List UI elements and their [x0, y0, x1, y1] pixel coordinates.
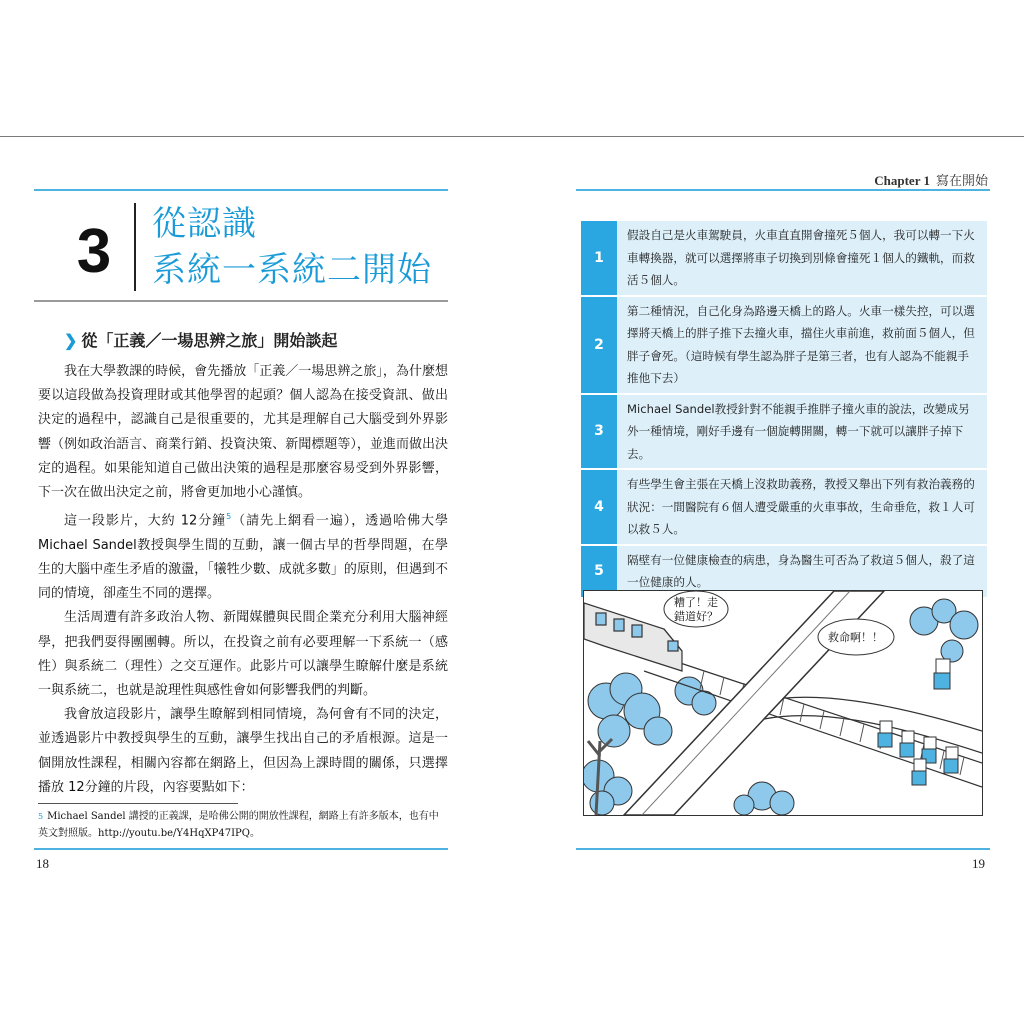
chapter-title-line2: 系統一系統二開始 — [152, 250, 432, 290]
case-row — [581, 470, 987, 544]
trolley-illustration — [583, 590, 983, 816]
paragraph-part: 這一段影片，大約 12分鐘 — [64, 513, 227, 529]
case-number: 5 — [581, 546, 617, 597]
paragraph: 生活周遭有許多政治人物、新聞媒體與民間企業充分利用大腦神經學，把我們耍得團團轉。所以，在投資之前有必要理解一下系統一（感性）與系統二（理性）之交互運作。此影片可以讓學生瞭解什麼是系統一與系統二，也就是說理性與感性會如何影響我們的判斷。 — [38, 610, 448, 698]
bubble-text-line1: 糟了！走 — [674, 596, 718, 609]
right-bottom-rule — [576, 848, 990, 850]
case-number: 3 — [581, 395, 617, 469]
case-text: 有些學生會主張在天橋上沒救助義務，教授又舉出下列有救治義務的狀況：一間醫院有６個人遭受嚴重的火車事故，生命垂危，救１人可以救５人。 — [627, 477, 975, 536]
case-row — [581, 297, 987, 393]
case-row — [581, 221, 987, 295]
case-number: 1 — [581, 221, 617, 295]
footnote-rule — [38, 803, 238, 804]
case-text: 假設自己是火車駕駛員，火車直直開會撞死５個人，我可以轉一下火車轉換器，就可以選擇將車子切換到別條會撞死１個人的鐵軌，而救活５個人。 — [627, 228, 975, 287]
case-row — [581, 395, 987, 469]
body-text — [38, 360, 448, 800]
chapter-title-line1: 從認識 — [152, 204, 257, 244]
title-bottom-rule — [34, 300, 448, 302]
footnote-mark: 5 — [38, 812, 44, 821]
running-head-chapter: Chapter 1 — [874, 173, 930, 188]
page-number-left: 18 — [36, 856, 49, 871]
footnote — [38, 808, 448, 842]
paragraph: 我會放這段影片，讓學生瞭解到相同情境，為何會有不同的決定，並透過影片中教授與學生的互動，讓學生找出自己的矛盾根源。這是一個開放性課程，相關內容都在網路上，但因為上課時間的關係，只選擇播放 12分鐘的片段，內容要點如下： — [38, 707, 448, 795]
left-bottom-rule — [34, 848, 448, 850]
section-heading — [64, 328, 337, 351]
illustration-drawing — [584, 591, 982, 815]
paragraph-part: （請先上網看一遍），透過哈佛大學 Michael Sandel教授與學生間的互動，讓一個古早的哲學問題，在學生的大腦中產生矛盾的激盪，「犧牲少數、成就多數」的原則，但遇到不同的情境，卻產生不同的選擇。 — [38, 513, 448, 602]
running-head — [874, 170, 988, 189]
title-divider — [134, 203, 136, 291]
section-heading-text: 從「正義／一場思辨之旅」開始談起 — [81, 331, 338, 350]
case-text: 隔壁有一位健康檢查的病患，身為醫生可否為了救這５個人，殺了這一位健康的人。 — [627, 552, 975, 589]
case-number: 2 — [581, 297, 617, 393]
left-top-rule — [34, 189, 448, 191]
running-head-title: 寫在開始 — [935, 173, 988, 188]
top-divider — [0, 136, 1024, 137]
footnote-text: Michael Sandel 講授的正義課，是哈佛公開的開放性課程，網路上有許多版本，也有中英文對照版。http://youtu.be/Y4HqXP47IPQ。 — [38, 811, 439, 839]
bubble-text-line2: 錯道好？ — [674, 610, 718, 623]
chapter-number: 3 — [76, 217, 112, 286]
case-number: 4 — [581, 470, 617, 544]
page-number-right: 19 — [972, 856, 985, 871]
case-row — [581, 546, 987, 597]
bubble-help-text: 救命啊！！ — [828, 631, 883, 644]
right-top-rule — [576, 189, 990, 191]
case-text: Michael Sandel教授針對不能親手推胖子撞火車的說法，改變成另外一種情境，剛好手邊有一個旋轉開關，轉一下就可以讓胖子掉下去。 — [627, 401, 970, 461]
paragraph: 我在大學教課的時候，會先播放「正義／一場思辨之旅」，為什麼想要以這段做為投資理財或其他學習的起頭？個人認為在接受資訊、做出決定的過程中，認識自己是很重要的，尤其是理解自己大腦受到外界影響（例如政治語言、商業行銷、投資決策、新聞標題等），並進而做出決定的過程。如果能知道自己做出決策的過程是那麼容易受到外界影響，下一次在做出決定之前，將會更加地小心謹慎。 — [38, 364, 448, 501]
footnote-ref: 5 — [226, 512, 232, 522]
paragraph — [38, 505, 448, 606]
case-table — [581, 221, 987, 599]
case-text: 第二種情況，自己化身為路邊天橋上的路人。火車一樣失控，可以選擇將天橋上的胖子推下去撞火車，擋住火車前進，救前面５個人，但胖子會死。（這時候有學生認為胖子是第三者，也有人認為不能親手推他下去） — [627, 303, 975, 385]
chevron-right-icon: ❯ — [64, 331, 78, 350]
